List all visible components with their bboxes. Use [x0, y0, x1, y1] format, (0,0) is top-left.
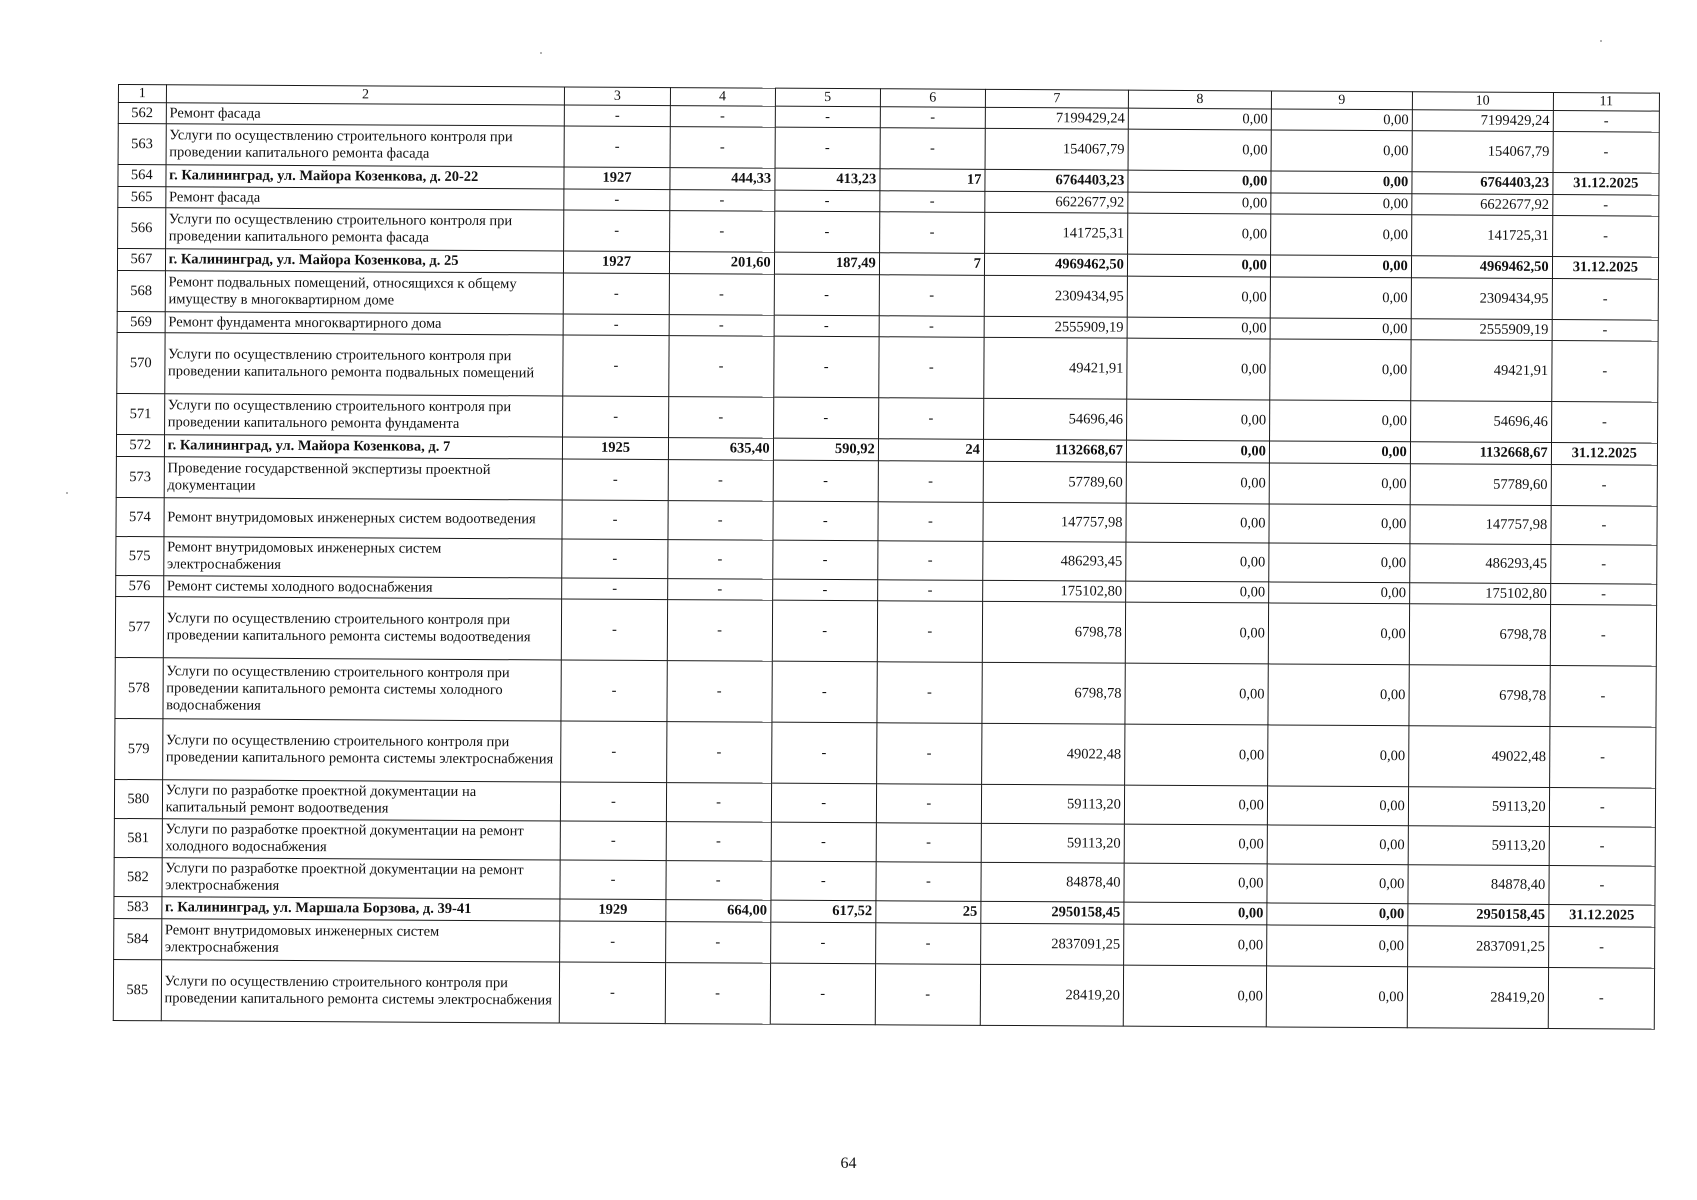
fund-value: 0,00 — [1126, 462, 1269, 504]
fund-value: 0,00 — [1126, 399, 1269, 441]
year-value: - — [564, 273, 669, 315]
area-living-value: - — [772, 579, 877, 601]
residents-value: - — [877, 601, 982, 663]
area-total-value: - — [670, 106, 775, 128]
year-value: - — [563, 335, 668, 397]
budget-value: 0,00 — [1269, 504, 1410, 544]
year-value: - — [562, 500, 667, 540]
row-number: 562 — [118, 103, 166, 124]
budget-value: 0,00 — [1269, 400, 1410, 442]
row-number: 566 — [118, 208, 166, 249]
budget-value: 0,00 — [1270, 255, 1411, 278]
row-name: Ремонт системы холодного водоснабжения — [163, 576, 562, 599]
cost-total-value: 59113,20 — [981, 784, 1124, 824]
cost-total-value: 2950158,45 — [981, 901, 1124, 924]
deadline-value: 31.12.2025 — [1551, 443, 1657, 466]
cost-total-value: 2837091,25 — [980, 923, 1123, 965]
owner-funds-value: 1132668,67 — [1410, 442, 1551, 465]
deadline-value: - — [1549, 788, 1656, 828]
row-number: 584 — [114, 918, 162, 959]
residents-value: - — [879, 275, 984, 317]
year-value: 1927 — [564, 167, 669, 190]
cost-total-value: 154067,79 — [985, 128, 1128, 170]
budget-value: 0,00 — [1267, 925, 1408, 967]
area-living-value: - — [771, 861, 876, 901]
owner-funds-value: 59113,20 — [1408, 826, 1549, 866]
year-value: - — [560, 962, 665, 1024]
area-total-value: - — [667, 600, 772, 662]
fund-value: 0,00 — [1123, 965, 1266, 1027]
owner-funds-value: 28419,20 — [1407, 967, 1548, 1029]
work-row — [115, 718, 1656, 788]
row-number: 578 — [115, 657, 163, 718]
area-total-value: - — [665, 963, 770, 1025]
deadline-value: - — [1550, 545, 1657, 585]
deadline-value: - — [1548, 968, 1655, 1030]
area-living-value: - — [774, 274, 879, 316]
fund-value: 0,00 — [1127, 213, 1270, 255]
row-name: Услуги по осуществлению строительного контроля при проведении капитального ремонта системы электроснабжения — [162, 719, 561, 782]
owner-funds-value: 54696,46 — [1410, 401, 1551, 443]
budget-value: 0,00 — [1268, 603, 1409, 665]
column-number: 8 — [1128, 90, 1271, 109]
area-total-value: - — [666, 822, 771, 862]
area-total-value: - — [667, 540, 772, 580]
deadline-value: - — [1552, 195, 1658, 217]
cost-total-value: 6798,78 — [982, 601, 1125, 663]
area-living-value: - — [773, 336, 878, 398]
cost-total-value: 59113,20 — [981, 823, 1124, 863]
area-living-value: - — [775, 127, 880, 169]
residents-value: - — [879, 212, 984, 254]
deadline-value: - — [1549, 727, 1656, 789]
area-living-value: - — [772, 661, 877, 723]
cost-total-value: 175102,80 — [983, 580, 1126, 602]
column-number: 5 — [775, 88, 880, 107]
budget-value: 0,00 — [1270, 339, 1411, 401]
row-name: Ремонт внутридомовых инженерных систем электроснабжения — [163, 537, 562, 578]
residents-value: - — [875, 923, 980, 965]
owner-funds-value: 6622677,92 — [1412, 194, 1553, 216]
deadline-value: - — [1552, 320, 1658, 342]
area-living-value: - — [773, 501, 878, 541]
row-name: Услуги по осуществлению строительного контроля при проведении капитального ремонта фасада — [165, 208, 564, 251]
owner-funds-value: 59113,20 — [1408, 787, 1549, 827]
owner-funds-value: 141725,31 — [1411, 215, 1552, 257]
year-value: - — [561, 782, 666, 822]
register-table — [113, 84, 1660, 1030]
residents-value: - — [875, 964, 980, 1026]
fund-value: 0,00 — [1127, 254, 1270, 277]
budget-value: 0,00 — [1271, 214, 1412, 256]
fund-value: 0,00 — [1124, 902, 1267, 925]
budget-value: 0,00 — [1267, 903, 1408, 926]
row-name: Услуги по разработке проектной документации на ремонт холодного водоснабжения — [162, 819, 561, 860]
residents-value: - — [878, 461, 983, 503]
work-row — [117, 332, 1658, 402]
area-total-value: - — [666, 722, 771, 784]
deadline-value: 31.12.2025 — [1552, 257, 1658, 280]
fund-value: 0,00 — [1128, 170, 1271, 193]
year-value: - — [561, 821, 666, 861]
residents-value: - — [876, 723, 981, 785]
row-number: 572 — [116, 434, 164, 456]
budget-value: 0,00 — [1269, 543, 1410, 583]
deadline-value: - — [1548, 927, 1655, 969]
row-name: Услуги по осуществлению строительного контроля при проведении капитального ремонта системы электроснабжения — [161, 960, 560, 1023]
column-number: 9 — [1271, 91, 1412, 110]
row-name: Ремонт фасада — [166, 103, 565, 126]
row-name: Услуги по разработке проектной документации на ремонт электроснабжения — [162, 858, 561, 899]
area-total-value: - — [670, 127, 775, 169]
register-table-wrapper — [113, 84, 1660, 1030]
row-name: г. Калининград, ул. Майора Козенкова, д. 20-22 — [166, 165, 565, 189]
cost-total-value: 49022,48 — [981, 723, 1124, 785]
area-total-value: - — [669, 274, 774, 316]
residents-value: 17 — [880, 169, 985, 192]
area-total-value: - — [668, 336, 773, 398]
owner-funds-value: 49421,91 — [1411, 340, 1552, 402]
year-value: - — [563, 396, 668, 438]
budget-value: 0,00 — [1268, 664, 1409, 726]
residents-value: - — [877, 580, 982, 602]
area-total-value: 201,60 — [669, 252, 774, 275]
budget-value: 0,00 — [1270, 277, 1411, 319]
cost-total-value: 486293,45 — [983, 541, 1126, 581]
owner-funds-value: 49022,48 — [1408, 726, 1549, 788]
column-number: 10 — [1412, 92, 1553, 111]
row-name: Услуги по осуществлению строительного контроля при проведении капитального ремонта системы водоотведения — [163, 597, 562, 660]
year-value: - — [562, 539, 667, 579]
row-name: Услуги по разработке проектной документации на капитальный ремонт водоотведения — [162, 780, 561, 821]
deadline-value: - — [1549, 866, 1656, 906]
row-number: 569 — [117, 311, 165, 332]
work-row — [115, 657, 1656, 727]
row-number: 567 — [117, 249, 165, 271]
area-living-value: - — [772, 540, 877, 580]
owner-funds-value: 2950158,45 — [1408, 904, 1549, 927]
fund-value: 0,00 — [1127, 317, 1270, 339]
owner-funds-value: 175102,80 — [1409, 583, 1550, 605]
fund-value: 0,00 — [1127, 338, 1270, 400]
budget-value: 0,00 — [1266, 966, 1407, 1028]
area-living-value: - — [771, 783, 876, 823]
owner-funds-value: 154067,79 — [1412, 131, 1553, 173]
residents-value: - — [877, 662, 982, 724]
area-total-value: 444,33 — [669, 168, 774, 191]
residents-value: 25 — [876, 901, 981, 924]
fund-value: 0,00 — [1127, 276, 1270, 318]
fund-value: 0,00 — [1126, 542, 1269, 582]
page-number: 64 — [840, 1155, 857, 1172]
year-value: - — [560, 921, 665, 963]
owner-funds-value: 2837091,25 — [1407, 926, 1548, 968]
row-number: 577 — [115, 596, 163, 657]
column-number: 4 — [670, 88, 775, 107]
area-living-value: - — [775, 106, 880, 128]
budget-value: 0,00 — [1267, 864, 1408, 904]
cost-total-value: 4969462,50 — [984, 253, 1127, 276]
column-number: 3 — [565, 87, 670, 106]
deadline-value: - — [1552, 216, 1659, 258]
residents-value: - — [876, 862, 981, 902]
cost-total-value: 147757,98 — [983, 502, 1126, 542]
cost-total-value: 57789,60 — [983, 461, 1126, 503]
year-value: 1929 — [560, 899, 665, 922]
owner-funds-value: 2555909,19 — [1411, 319, 1552, 341]
budget-value: 0,00 — [1271, 171, 1412, 194]
deadline-value: - — [1552, 279, 1659, 321]
fund-value: 0,00 — [1125, 663, 1268, 725]
row-number: 564 — [118, 165, 166, 187]
owner-funds-value: 57789,60 — [1410, 464, 1551, 506]
year-value: - — [562, 578, 667, 600]
row-number: 581 — [114, 818, 162, 857]
area-total-value: - — [666, 861, 771, 901]
area-total-value: - — [665, 922, 770, 964]
row-number: 583 — [114, 896, 162, 918]
fund-value: 0,00 — [1124, 824, 1267, 864]
cost-total-value: 84878,40 — [981, 862, 1124, 902]
owner-funds-value: 84878,40 — [1408, 865, 1549, 905]
area-living-value: - — [771, 822, 876, 862]
fund-value: 0,00 — [1126, 503, 1269, 543]
area-total-value: - — [669, 211, 774, 253]
fund-value: 0,00 — [1125, 602, 1268, 664]
residents-value: - — [879, 337, 984, 399]
owner-funds-value: 6798,78 — [1409, 665, 1550, 727]
area-living-value: 187,49 — [774, 252, 879, 275]
budget-value: 0,00 — [1267, 825, 1408, 865]
row-number: 570 — [117, 332, 165, 393]
area-living-value: - — [772, 600, 877, 662]
year-value: - — [561, 721, 666, 783]
residents-value: - — [876, 823, 981, 863]
area-total-value: 664,00 — [665, 900, 770, 923]
row-number: 574 — [116, 497, 164, 536]
area-living-value: - — [771, 722, 876, 784]
year-value: 1927 — [564, 251, 669, 274]
row-number: 573 — [116, 456, 164, 497]
scan-speck — [66, 492, 68, 494]
row-number: 579 — [115, 718, 163, 779]
row-name: Услуги по осуществлению строительного контроля при проведении капитального ремонта системы холодного водоснабжения — [163, 658, 562, 721]
deadline-value: - — [1551, 506, 1658, 546]
row-name: Ремонт внутридомовых инженерных систем водоотведения — [164, 498, 563, 539]
residents-value: - — [879, 316, 984, 338]
row-name: Услуги по осуществлению строительного контроля при проведении капитального ремонта фундамента — [164, 394, 563, 437]
column-number: 1 — [118, 85, 166, 103]
fund-value: 0,00 — [1126, 581, 1269, 603]
fund-value: 0,00 — [1128, 129, 1271, 171]
area-total-value: 635,40 — [668, 438, 773, 461]
owner-funds-value: 486293,45 — [1410, 544, 1551, 584]
cost-total-value: 7199429,24 — [985, 107, 1128, 129]
row-number: 571 — [117, 393, 165, 434]
owner-funds-value: 4969462,50 — [1411, 256, 1552, 279]
budget-value: 0,00 — [1271, 130, 1412, 172]
row-name: Ремонт фундамента многоквартирного дома — [165, 312, 564, 335]
owner-funds-value: 147757,98 — [1410, 505, 1551, 545]
budget-value: 0,00 — [1269, 463, 1410, 505]
residents-value: - — [878, 502, 983, 542]
deadline-value: - — [1551, 465, 1658, 507]
year-value: - — [564, 314, 669, 336]
owner-funds-value: 2309434,95 — [1411, 278, 1552, 320]
cost-total-value: 6764403,23 — [985, 169, 1128, 192]
residents-value: 24 — [878, 439, 983, 462]
residents-value: - — [880, 107, 985, 129]
fund-value: 0,00 — [1125, 724, 1268, 786]
scan-speck — [540, 52, 542, 54]
area-total-value: - — [669, 190, 774, 212]
cost-total-value: 1132668,67 — [983, 439, 1126, 462]
owner-funds-value: 7199429,24 — [1412, 110, 1553, 132]
area-living-value: 590,92 — [773, 438, 878, 461]
row-number: 563 — [118, 124, 166, 165]
year-value: - — [561, 660, 666, 722]
deadline-value: - — [1553, 111, 1659, 133]
cost-total-value: 28419,20 — [980, 964, 1123, 1026]
row-name: Ремонт внутридомовых инженерных систем электроснабжения — [161, 919, 560, 962]
row-name: г. Калининград, ул. Маршала Борзова, д. 39-41 — [162, 897, 561, 921]
row-name: г. Калининград, ул. Майора Козенкова, д. 7 — [164, 435, 563, 459]
year-value: - — [564, 189, 669, 211]
cost-total-value: 54696,46 — [983, 398, 1126, 440]
budget-value: 0,00 — [1271, 193, 1412, 215]
deadline-value: - — [1550, 584, 1656, 606]
budget-value: 0,00 — [1269, 441, 1410, 464]
row-number: 576 — [116, 575, 164, 596]
cost-total-value: 49421,91 — [984, 337, 1127, 399]
area-living-value: - — [774, 211, 879, 253]
budget-value: 0,00 — [1271, 109, 1412, 131]
fund-value: 0,00 — [1124, 863, 1267, 903]
year-value: - — [565, 105, 670, 127]
area-total-value: - — [666, 783, 771, 823]
deadline-value: - — [1553, 132, 1660, 174]
year-value: - — [564, 126, 669, 168]
deadline-value: - — [1551, 402, 1658, 444]
row-name: г. Калининград, ул. Майора Козенкова, д. 25 — [165, 249, 564, 273]
residents-value: - — [878, 541, 983, 581]
work-row — [115, 596, 1656, 666]
row-name: Услуги по осуществлению строительного контроля при проведении капитального ремонта фасада — [166, 124, 565, 167]
area-total-value: - — [668, 460, 773, 502]
year-value: 1925 — [563, 437, 668, 460]
deadline-value: - — [1550, 666, 1657, 728]
deadline-value: - — [1551, 341, 1658, 403]
residents-value: - — [880, 128, 985, 170]
area-total-value: - — [668, 397, 773, 439]
fund-value: 0,00 — [1126, 440, 1269, 463]
area-living-value: - — [774, 190, 879, 212]
budget-value: 0,00 — [1269, 582, 1410, 604]
cost-total-value: 2555909,19 — [984, 316, 1127, 338]
column-number: 6 — [880, 89, 985, 108]
residents-value: - — [876, 784, 981, 824]
deadline-value: - — [1550, 605, 1657, 667]
owner-funds-value: 6764403,23 — [1412, 172, 1553, 195]
cost-total-value: 6798,78 — [982, 662, 1125, 724]
column-number: 2 — [166, 85, 565, 105]
owner-funds-value: 6798,78 — [1409, 604, 1550, 666]
row-number: 580 — [114, 779, 162, 818]
year-value: - — [560, 860, 665, 900]
residents-value: 7 — [879, 253, 984, 276]
fund-value: 0,00 — [1128, 192, 1271, 214]
row-number: 582 — [114, 857, 162, 896]
row-number: 585 — [113, 959, 161, 1020]
fund-value: 0,00 — [1128, 108, 1271, 130]
fund-value: 0,00 — [1124, 924, 1267, 966]
area-total-value: - — [667, 579, 772, 601]
work-row — [113, 959, 1654, 1029]
row-name: Ремонт фасада — [165, 187, 564, 210]
budget-value: 0,00 — [1270, 318, 1411, 340]
scan-speck — [1600, 40, 1602, 42]
budget-value: 0,00 — [1268, 725, 1409, 787]
row-name: Проведение государственной экспертизы проектной документации — [164, 457, 563, 500]
row-number: 565 — [118, 187, 166, 208]
row-number: 575 — [116, 536, 164, 575]
fund-value: 0,00 — [1124, 785, 1267, 825]
cost-total-value: 2309434,95 — [984, 275, 1127, 317]
row-number: 568 — [117, 270, 165, 311]
row-name: Услуги по осуществлению строительного контроля при проведении капитального ремонта подвальных помещений — [164, 333, 563, 396]
deadline-value: 31.12.2025 — [1553, 173, 1659, 196]
area-total-value: - — [669, 315, 774, 337]
table-body — [113, 85, 1659, 1030]
area-living-value: - — [770, 922, 875, 964]
cost-total-value: 141725,31 — [984, 212, 1127, 254]
area-total-value: - — [668, 501, 773, 541]
area-living-value: - — [774, 315, 879, 337]
column-number: 11 — [1553, 93, 1659, 112]
residents-value: - — [878, 398, 983, 440]
year-value: - — [563, 459, 668, 501]
year-value: - — [562, 599, 667, 661]
area-living-value: - — [773, 397, 878, 439]
area-living-value: - — [773, 460, 878, 502]
deadline-value: 31.12.2025 — [1549, 905, 1655, 928]
deadline-value: - — [1549, 827, 1656, 867]
budget-value: 0,00 — [1267, 786, 1408, 826]
column-number: 7 — [985, 89, 1128, 108]
row-name: Ремонт подвальных помещений, относящихся к общему имуществу в многоквартирном доме — [165, 271, 564, 314]
cost-total-value: 6622677,92 — [985, 191, 1128, 213]
area-living-value: 617,52 — [771, 900, 876, 923]
area-living-value: 413,23 — [775, 168, 880, 191]
residents-value: - — [880, 191, 985, 213]
area-living-value: - — [770, 963, 875, 1025]
area-total-value: - — [667, 661, 772, 723]
year-value: - — [564, 210, 669, 252]
